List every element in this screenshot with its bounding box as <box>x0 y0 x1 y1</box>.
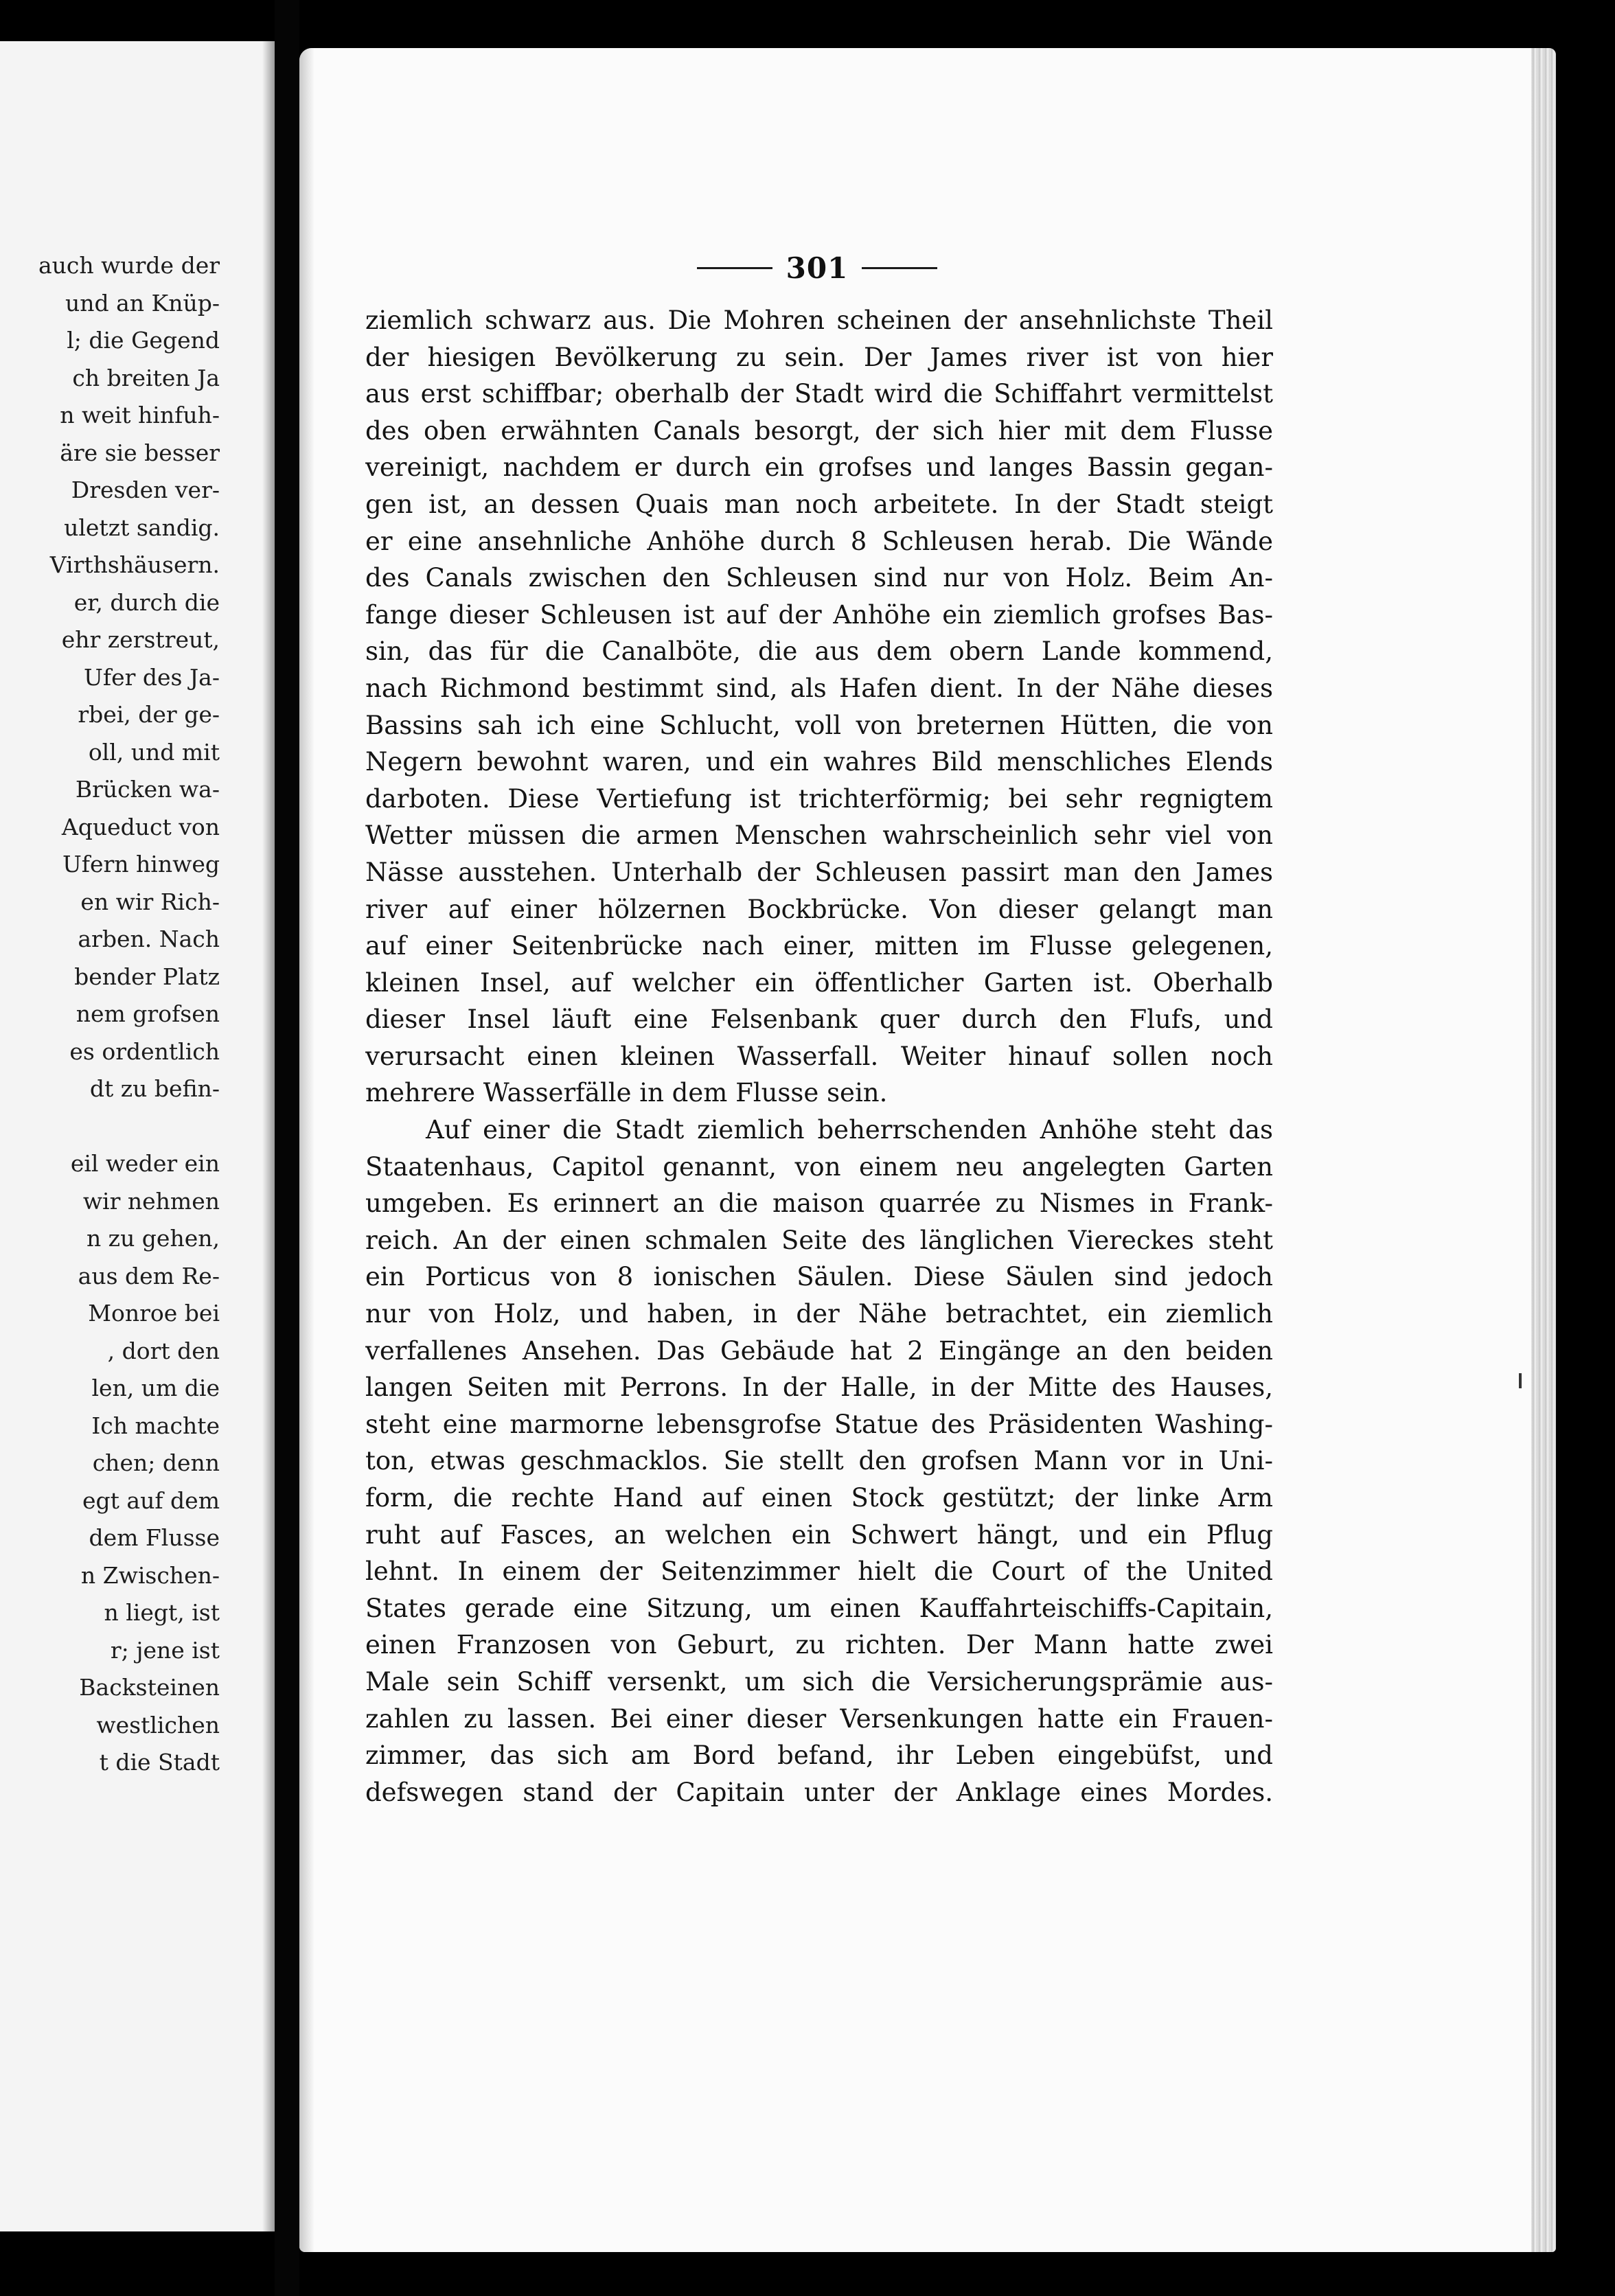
paragraph-end-line: mehrere Wasserfälle in dem Flusse sein. <box>365 1078 888 1108</box>
left-line: Aqueduct von <box>61 813 220 840</box>
text-line: Negern bewohnt waren, und ein wahres Bild menschliches Elends <box>365 747 1273 777</box>
text-line: sin, das für die Canalböte, die aus dem obern Lande kommend, <box>365 636 1273 667</box>
left-line: rbei, der ge- <box>78 701 220 728</box>
left-line: n zu gehen, <box>86 1225 220 1252</box>
text-line: vereinigt, nachdem er durch ein grofses und langes Bassin gegan- <box>365 452 1273 483</box>
text-line: form, die rechte Hand auf einen Stock gestützt; der linke Arm <box>365 1483 1273 1513</box>
text-line: verursacht einen kleinen Wasserfall. Weiter hinauf sollen noch <box>365 1041 1273 1071</box>
left-line: chen; denn <box>92 1449 220 1476</box>
left-line: uletzt sandig. <box>64 514 220 541</box>
left-line: arben. Nach <box>78 926 220 952</box>
text-line: States gerade eine Sitzung, um einen Kauffahrteischiffs-Capitain, <box>365 1593 1273 1623</box>
left-line: len, um die <box>91 1375 220 1401</box>
left-line: äre sie besser <box>60 439 220 466</box>
left-line: n Zwischen- <box>80 1561 220 1589</box>
text-line: Wetter müssen die armen Menschen wahrscheinlich sehr viel von <box>365 820 1273 851</box>
left-line-blank <box>0 1108 220 1146</box>
text-line: er eine ansehnliche Anhöhe durch 8 Schleusen herab. Die Wände <box>365 526 1273 556</box>
text-line: ein Porticus von 8 ionischen Säulen. Diese Säulen sind jedoch <box>365 1262 1273 1292</box>
text-line: zimmer, das sich am Bord befand, ihr Leben eingebüfst, und <box>365 1741 1273 1771</box>
left-line: wir nehmen <box>82 1187 220 1215</box>
left-line: Ufer des Ja- <box>84 663 220 691</box>
text-line: Staatenhaus, Capitol genannt, von einem neu angelegten Garten <box>365 1151 1273 1182</box>
left-line: und an Knüp- <box>65 289 220 317</box>
left-line: er, durch die <box>73 588 220 616</box>
text-line: einen Franzosen von Geburt, zu richten. Der Mann hatte zwei <box>365 1630 1273 1660</box>
page-header <box>687 249 948 287</box>
left-line: Monroe bei <box>88 1300 220 1327</box>
text-line: fange dieser Schleusen ist auf der Anhöhe ein ziemlich grofses Bas- <box>365 599 1273 630</box>
text-line: ton, etwas geschmacklos. Sie stellt den grofsen Mann vor in Uni- <box>365 1446 1273 1476</box>
left-line: auch wurde der <box>38 252 220 279</box>
text-line: der hiesigen Bevölkerung zu sein. Der James river ist von hier <box>365 342 1273 372</box>
text-line: reich. An der einen schmalen Seite des länglichen Viereckes steht <box>365 1225 1273 1255</box>
left-line: nem grofsen <box>76 1000 220 1027</box>
left-line: t die Stadt <box>99 1749 220 1776</box>
text-line: nach Richmond bestimmt sind, als Hafen dient. In der Nähe dieses <box>365 673 1273 703</box>
header-rule-left <box>697 267 772 269</box>
page-number: 301 <box>786 251 849 285</box>
text-line: Bassins sah ich eine Schlucht, voll von breternen Hütten, die von <box>365 710 1273 740</box>
left-line: westlichen <box>96 1711 220 1738</box>
header-rule-right <box>862 267 937 269</box>
text-line: aus erst schiffbar; oberhalb der Stadt wird die Schiffahrt vermittelst <box>365 379 1273 409</box>
left-line: n weit hinfuh- <box>60 402 220 428</box>
body-text <box>365 302 1273 1811</box>
left-line: Virthshäusern. <box>49 551 220 578</box>
text-line: kleinen Insel, auf welcher ein öffentlicher Garten ist. Oberhalb <box>365 967 1273 998</box>
left-line: bender Platz <box>74 963 220 990</box>
left-line: eil weder ein <box>70 1150 220 1177</box>
text-line: langen Seiten mit Perrons. In der Halle, in der Mitte des Hauses, <box>365 1373 1273 1403</box>
text-line: nur von Holz, und haben, in der Nähe betrachtet, ein ziemlich <box>365 1299 1273 1329</box>
text-line: auf einer Seitenbrücke nach einer, mitten im Flusse gelegenen, <box>365 931 1273 961</box>
left-line: ehr zerstreut, <box>61 626 220 653</box>
text-line: des Canals zwischen den Schleusen sind nur von Holz. Beim An- <box>365 563 1273 593</box>
left-line: r; jene ist <box>110 1636 220 1664</box>
left-line: dt zu befin- <box>89 1075 220 1102</box>
paragraph-start-line: Auf einer die Stadt ziemlich beherrschenden Anhöhe steht das <box>426 1115 1273 1145</box>
left-line: aus dem Re- <box>78 1262 220 1289</box>
text-line: Male sein Schiff versenkt, um sich die Versicherungsprämie aus- <box>365 1666 1273 1697</box>
left-line: ch breiten Ja <box>72 364 220 391</box>
left-line: l; die Gegend <box>67 327 220 354</box>
text-line: Nässe ausstehen. Unterhalb der Schleusen passirt man den James <box>365 857 1273 887</box>
text-line: lehnt. In einem der Seitenzimmer hielt die Court of the United <box>365 1557 1273 1587</box>
page-edge-mark <box>1519 1373 1522 1388</box>
left-line: n liegt, ist <box>104 1599 220 1626</box>
left-line: Backsteinen <box>79 1674 220 1701</box>
text-line: dieser Insel läuft eine Felsenbank quer durch den Flufs, und <box>365 1004 1273 1035</box>
text-line: ruht auf Fasces, an welchen ein Schwert hängt, und ein Pflug <box>365 1519 1273 1550</box>
text-line: defswegen stand der Capitain unter der Anklage eines Mordes. <box>365 1777 1273 1807</box>
left-line: Dresden ver- <box>71 477 220 503</box>
left-line: Brücken wa- <box>75 776 220 803</box>
left-line: dem Flusse <box>89 1524 220 1551</box>
left-line: oll, und mit <box>88 738 220 766</box>
text-line: umgeben. Es erinnert an die maison quarrée zu Nismes in Frank- <box>365 1189 1273 1219</box>
left-line: es ordentlich <box>69 1037 220 1065</box>
text-line: gen ist, an dessen Quais man noch arbeitete. In der Stadt steigt <box>365 489 1273 519</box>
left-line: Ich machte <box>91 1412 220 1439</box>
left-line: , dort den <box>107 1337 220 1364</box>
left-page-text <box>0 247 220 1782</box>
text-line: zahlen zu lassen. Bei einer dieser Versenkungen hatte ein Frauen- <box>365 1703 1273 1734</box>
text-line: steht eine marmorne lebensgrofse Statue des Präsidenten Washing- <box>365 1409 1273 1439</box>
text-line: verfallenes Ansehen. Das Gebäude hat 2 Eingänge an den beiden <box>365 1335 1273 1366</box>
left-line: egt auf dem <box>82 1486 220 1514</box>
left-line: en wir Rich- <box>80 888 220 915</box>
text-line: darboten. Diese Vertiefung ist trichterförmig; bei sehr regnigtem <box>365 783 1273 814</box>
left-line: Ufern hinweg <box>62 851 220 877</box>
text-line: des oben erwähnten Canals besorgt, der sich hier mit dem Flusse <box>365 415 1273 446</box>
text-line: ziemlich schwarz aus. Die Mohren scheinen der ansehnlichste Theil <box>365 306 1273 335</box>
book-gutter <box>275 0 299 2296</box>
text-line: river auf einer hölzernen Bockbrücke. Von dieser gelangt man <box>365 894 1273 924</box>
